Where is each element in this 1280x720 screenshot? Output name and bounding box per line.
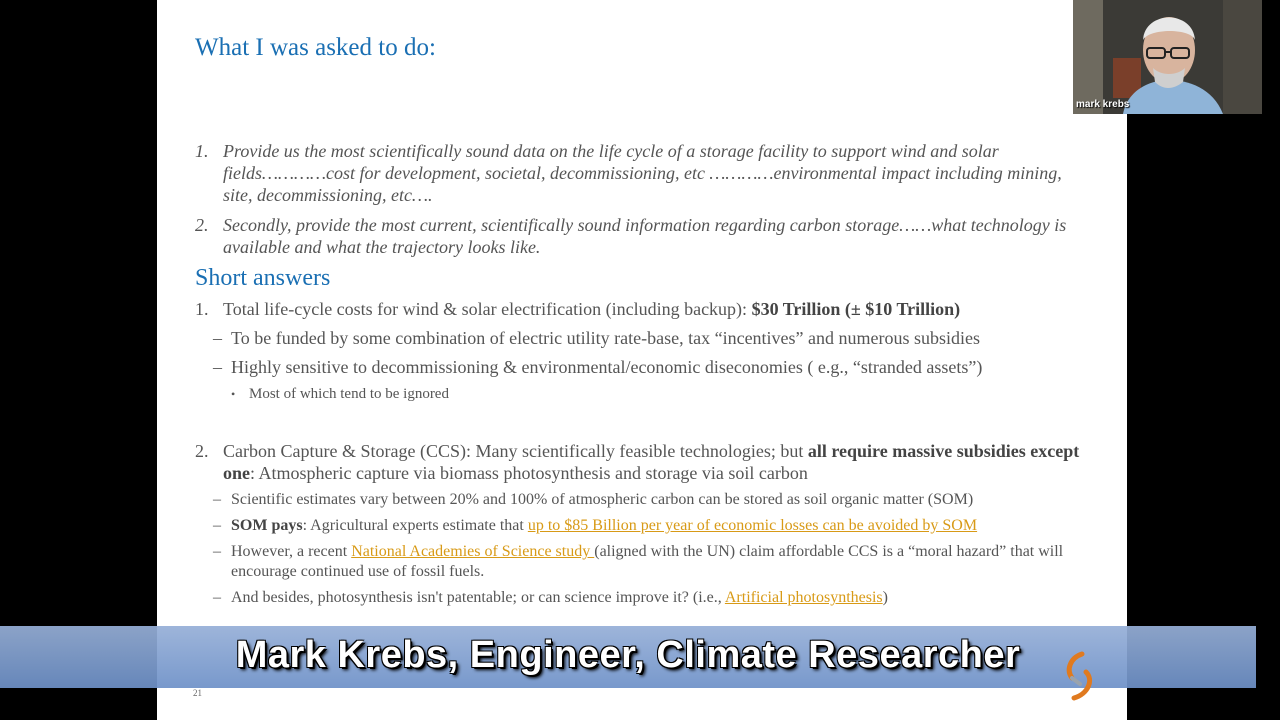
question-text: Secondly, provide the most current, scientifically sound information regarding carbon storage……what technology is available and what the trajectory looks like. [223, 215, 1067, 257]
answer-item-2 [195, 440, 1085, 484]
sub-text: (aligned with the UN) claim affordable CCS is a “moral hazard” that will encourage continued use of fossil fuels. [231, 543, 1064, 580]
answer-number: 1. [195, 299, 209, 319]
question-number: 2. [195, 215, 209, 235]
answer-sub-item [195, 588, 1085, 608]
participant-name: mark krebs [1076, 99, 1130, 110]
participant-video-feed [1073, 0, 1262, 114]
sub-text: Scientific estimates vary between 20% and 100% of atmospheric carbon can be stored as soil organic matter (SOM) [231, 491, 974, 508]
channel-logo-icon [1060, 650, 1100, 702]
answer-sub-item [195, 490, 1085, 510]
cost-estimate: $30 Trillion (± $10 Trillion) [751, 299, 961, 319]
slide-title: What I was asked to do: [195, 34, 436, 61]
speaker-caption: Mark Krebs, Engineer, Climate Researcher [235, 634, 1021, 676]
participant-video-tile[interactable] [1073, 0, 1262, 114]
question-item [195, 214, 1075, 258]
sub-sub-text: Most of which tend to be ignored [249, 386, 449, 402]
sub-text: ) [882, 589, 888, 606]
dash-bullet: – [213, 491, 221, 508]
answer-sub-item [195, 542, 1085, 582]
sub-text: However, a recent [231, 543, 352, 560]
dot-bullet: • [231, 387, 236, 401]
question-number: 1. [195, 141, 209, 161]
dash-bullet: – [213, 589, 221, 606]
answer-emphasis: all require massive subsidies except one [223, 441, 1080, 483]
som-pays-label: SOM pays [231, 517, 303, 534]
answer-item-1 [195, 298, 1085, 320]
sub-text: To be funded by some combination of electric utility rate-base, tax “incentives” and numerous subsidies [231, 328, 981, 348]
slide-page-number: 21 [193, 688, 202, 698]
nas-study-link[interactable]: National Academies of Science study [351, 543, 595, 560]
question-list [195, 140, 1075, 266]
economic-losses-link[interactable]: up to $85 Billion per year of economic losses can be avoided by SOM [527, 517, 978, 534]
dash-bullet: – [213, 357, 222, 377]
answer-text: Carbon Capture & Storage (CCS): Many scientifically feasible technologies; but [223, 441, 808, 461]
dash-bullet: – [213, 543, 221, 560]
answer-sub-item [195, 356, 1085, 378]
sub-text: And besides, photosynthesis isn't patentable; or can science improve it? (i.e., [231, 589, 725, 606]
answer-text: : Atmospheric capture via biomass photosynthesis and storage via soil carbon [250, 463, 808, 483]
presentation-slide [157, 0, 1130, 720]
short-answers-heading: Short answers [195, 265, 331, 291]
answers-list [195, 298, 1085, 608]
answer-sub-item [195, 327, 1085, 349]
answer-sub-item [195, 516, 1085, 536]
dash-bullet: – [213, 328, 222, 348]
artificial-photosynthesis-link[interactable]: Artificial photosynthesis [724, 589, 883, 606]
question-item [195, 140, 1075, 206]
sub-text: : Agricultural experts estimate that [302, 517, 528, 534]
answer-text: Total life-cycle costs for wind & solar electrification (including backup): [223, 299, 752, 319]
answer-sub-sub-item [195, 384, 1085, 404]
answer-number: 2. [195, 441, 209, 461]
question-text: Provide us the most scientifically sound data on the life cycle of a storage facility to support wind and solar fields…………cost for development, societal, decommissioning, etc …………environmental impact including mining, site, decommissioning, etc…. [223, 141, 1062, 205]
sub-text: Highly sensitive to decommissioning & environmental/economic diseconomies ( e.g., “stranded assets”) [231, 357, 983, 377]
dash-bullet: – [213, 517, 221, 534]
